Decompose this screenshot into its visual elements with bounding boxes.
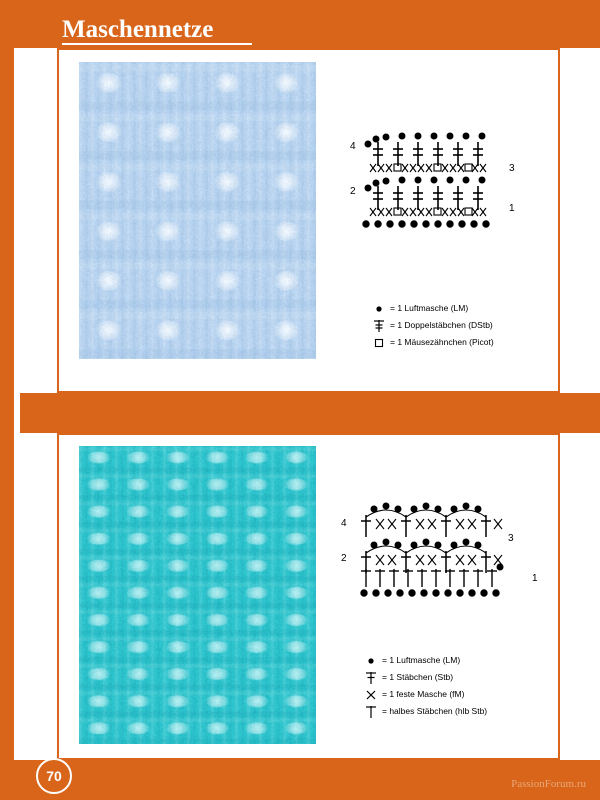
chart-row-label-3-top: 3: [509, 163, 515, 174]
chart-row-label-4-top: 4: [350, 141, 356, 152]
chart-row-label-1-top: 1: [509, 203, 515, 214]
legend-item-label: = halbes Stäbchen (hlb Stb): [382, 706, 488, 717]
single-crochet-cross-icon: [360, 689, 382, 701]
legend-item: [360, 703, 550, 720]
legend-item-label: = 1 Luftmasche (LM): [382, 655, 461, 666]
legend-item-label: = 1 Mäusezähnchen (Picot): [390, 337, 494, 348]
legend-bottom: [360, 652, 550, 720]
watermark: PassionForum.ru: [511, 778, 586, 790]
legend-top: [368, 300, 543, 351]
half-treble-stitch-icon: [360, 705, 382, 719]
chain-stitch-icon: [368, 303, 390, 315]
left-accent-stripe: [0, 0, 14, 800]
legend-item-label: = 1 feste Masche (fM): [382, 689, 465, 700]
legend-item: [368, 300, 543, 317]
legend-item: [368, 334, 543, 351]
crochet-swatch-turquoise: [79, 446, 316, 744]
chart-row-label-4-bottom: 4: [341, 518, 347, 529]
legend-item-label: = 1 Doppelstäbchen (DStb): [390, 320, 493, 331]
crochet-swatch-light-blue: [79, 62, 316, 359]
chart-row-label-3-bottom: 3: [508, 533, 514, 544]
legend-item-label: = 1 Stäbchen (Stb): [382, 672, 454, 683]
treble-stitch-icon: [360, 671, 382, 685]
crochet-chart-top: [340, 120, 520, 235]
picot-square-icon: [368, 337, 390, 349]
page-number-badge: 70: [36, 758, 72, 794]
legend-item-label: = 1 Luftmasche (LM): [390, 303, 469, 314]
legend-item: [360, 686, 550, 703]
accent-band-bottom: [0, 760, 600, 800]
legend-item: [368, 317, 543, 334]
legend-item: [360, 652, 550, 669]
accent-band-middle: [0, 393, 600, 433]
legend-item: [360, 669, 550, 686]
chain-stitch-icon: [360, 655, 382, 667]
page-title: Maschennetze: [62, 16, 214, 43]
double-treble-stitch-icon: [368, 319, 390, 333]
chart-row-label-2-bottom: 2: [341, 553, 347, 564]
left-stripe-inner-gap: [14, 48, 20, 760]
title-underline: [62, 43, 252, 45]
chart-row-label-1-bottom: 1: [532, 573, 538, 584]
chart-row-label-2-top: 2: [350, 186, 356, 197]
crochet-chart-bottom: [340, 495, 520, 605]
